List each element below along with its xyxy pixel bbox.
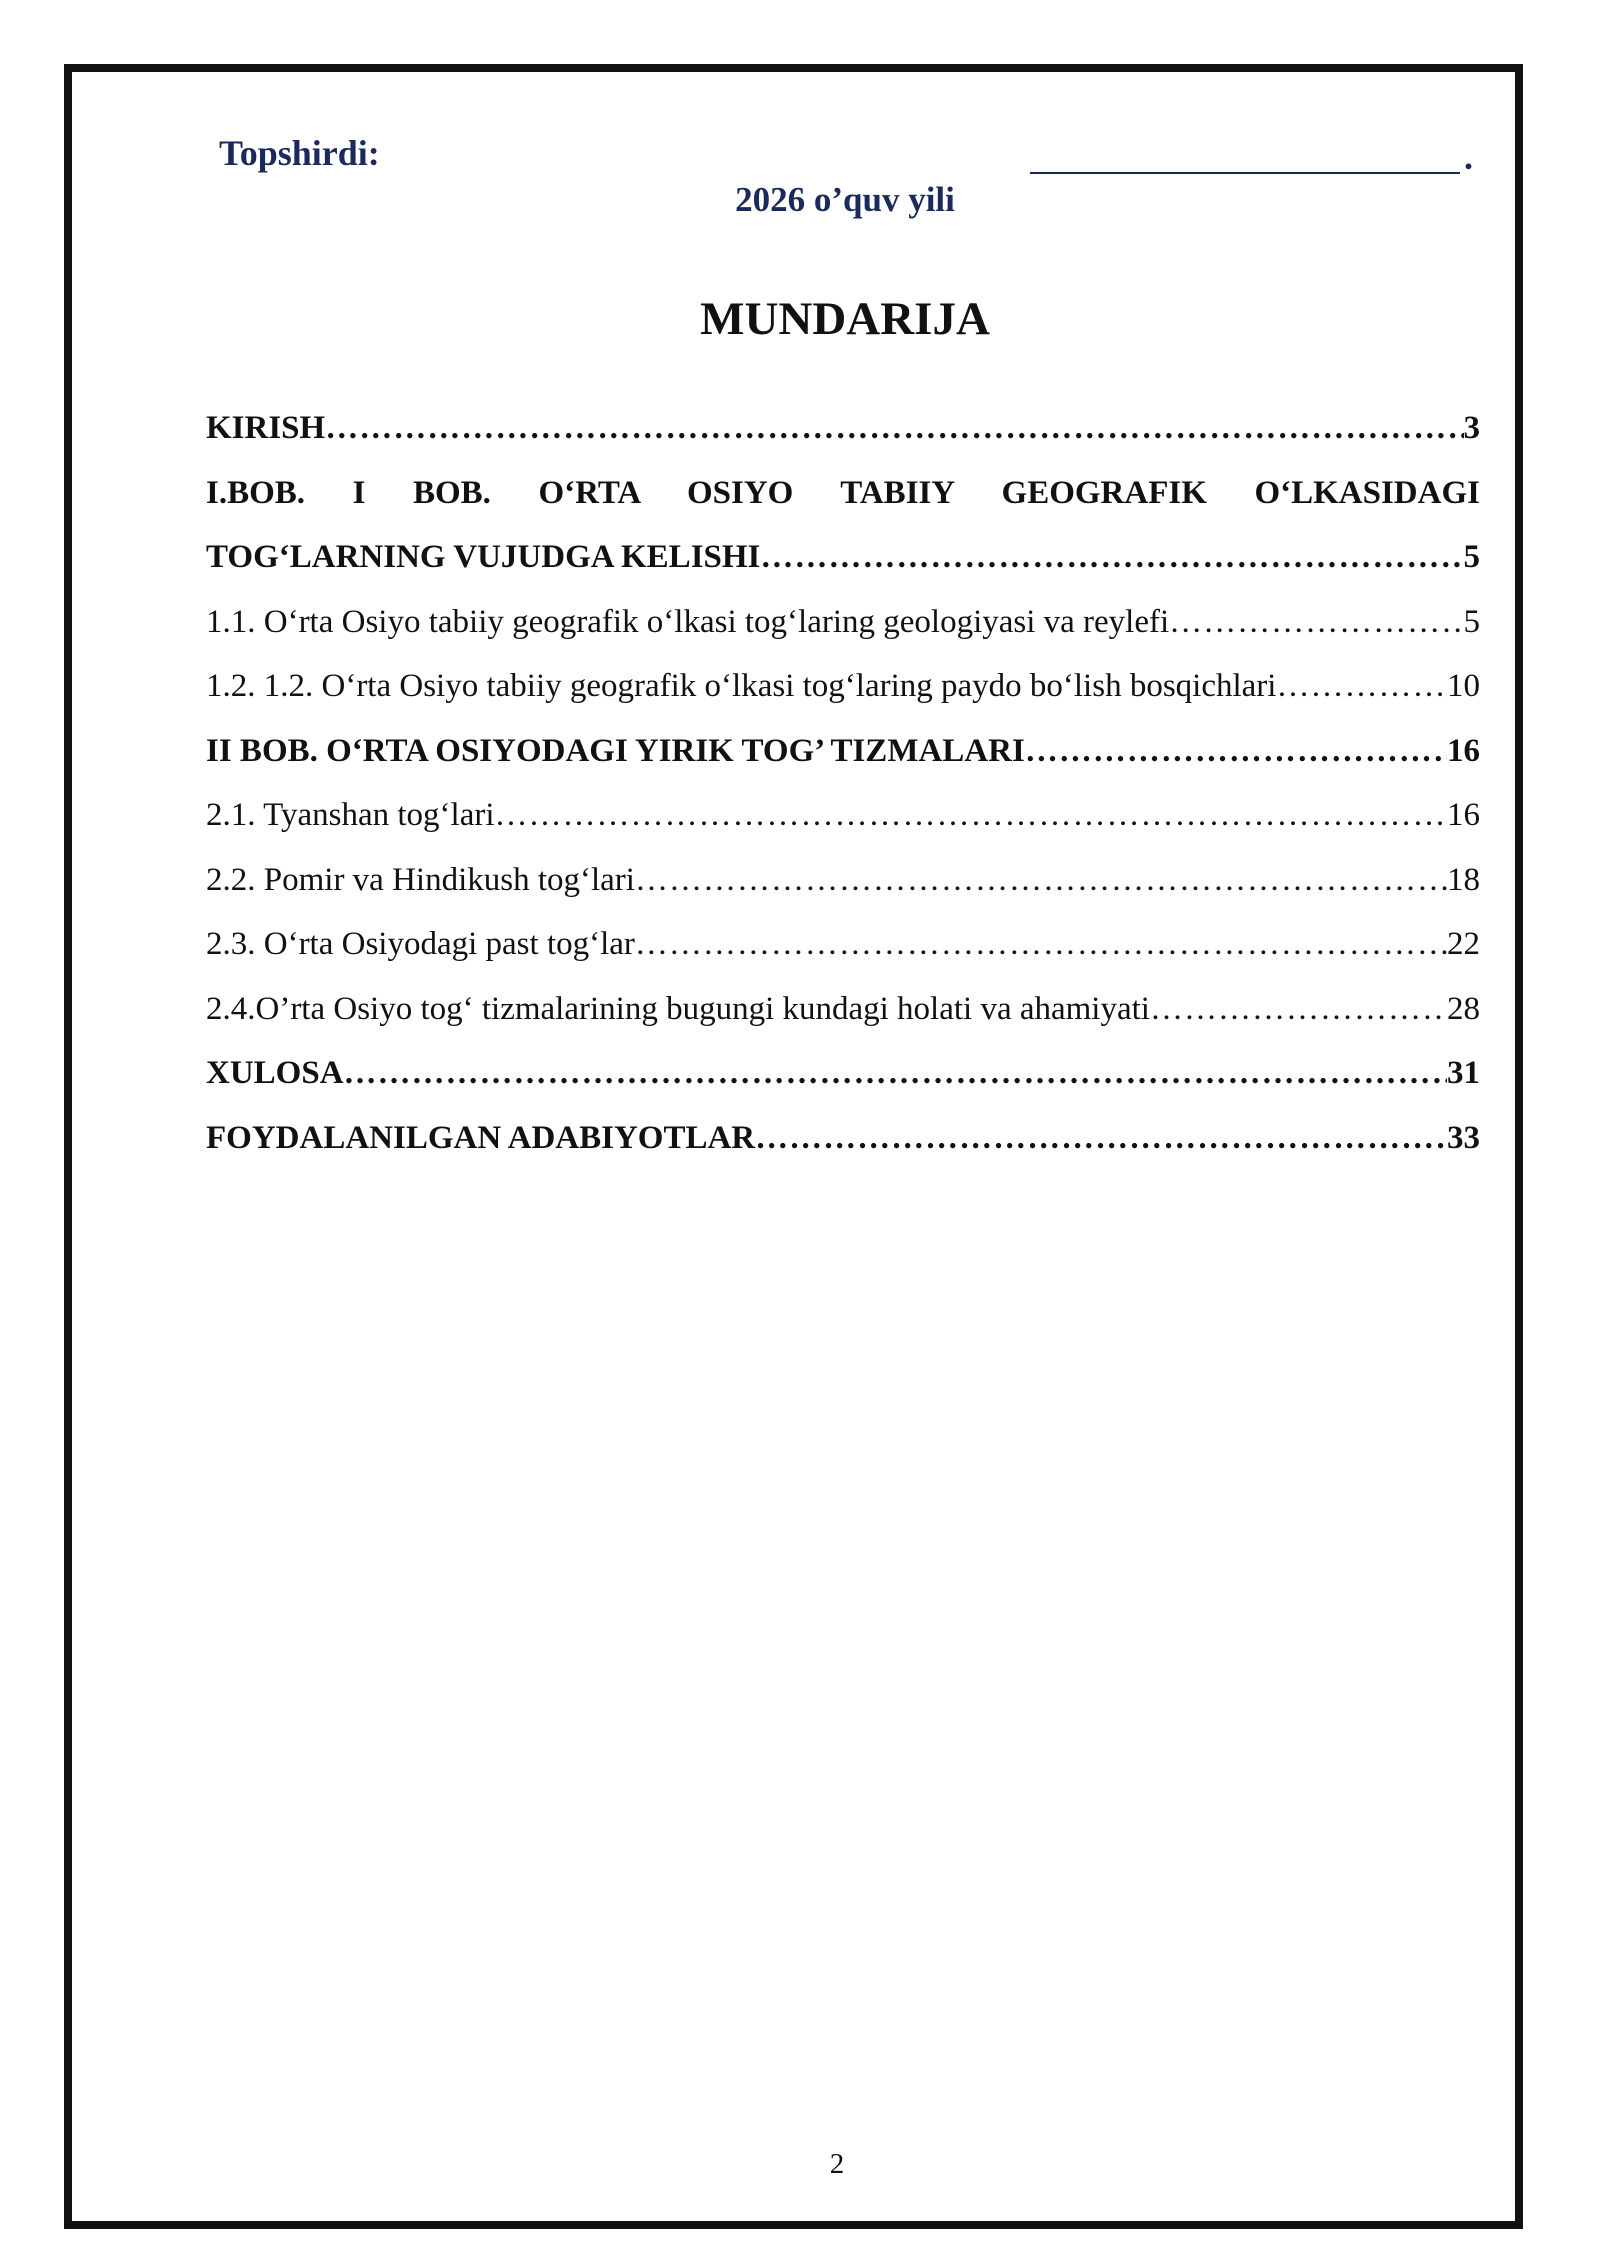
toc-leader: [635, 912, 1447, 977]
toc-entry-page: 16: [1447, 797, 1480, 833]
toc-entry-title: TOG‘LARNING VUJUDGA KELISHI: [206, 539, 761, 575]
toc-entry-page: 28: [1447, 990, 1480, 1027]
page-number: 2: [829, 2148, 845, 2180]
academic-year: 2026 o’quv yili: [735, 180, 955, 219]
toc-entry-title: 1.1. O‘rta Osiyo tabiiy geografik o‘lkasi tog‘laring geologiyasi va reylefi: [206, 603, 1170, 640]
table-of-contents: [206, 396, 1480, 1170]
toc-entry-section-2-4[interactable]: [206, 977, 1480, 1042]
toc-title: MUNDARIJA: [700, 293, 990, 345]
toc-entry-section-1-1[interactable]: [206, 590, 1480, 655]
toc-leader: [755, 1106, 1447, 1171]
toc-entry-page: 5: [1463, 603, 1480, 640]
toc-leader: [760, 525, 1463, 590]
toc-entry-title: 2.3. O‘rta Osiyodagi past tog‘lar: [206, 926, 635, 962]
toc-entry-title: 2.1. Tyanshan tog‘lari: [206, 797, 495, 833]
toc-entry-page: 18: [1447, 861, 1480, 898]
toc-entry-page: 16: [1447, 732, 1480, 769]
toc-entry-title: II BOB. O‘RTA OSIYODAGI YIRIK TOG’ TIZMALARI: [206, 732, 1025, 769]
toc-entry-section-2-3[interactable]: [206, 912, 1480, 977]
toc-entry-title: 2.2. Pomir va Hindikush tog‘lari: [206, 861, 635, 898]
toc-leader: [495, 783, 1447, 848]
signature-line: [1030, 172, 1460, 174]
signature-end-dot: .: [1464, 137, 1473, 177]
toc-entry-page: 5: [1463, 539, 1480, 575]
toc-entry-section-2-1[interactable]: [206, 783, 1480, 848]
toc-leader: [344, 1041, 1447, 1106]
toc-entry-introduction[interactable]: [206, 396, 1480, 461]
toc-entry-page: 10: [1447, 668, 1480, 704]
toc-entry-title: FOYDALANILGAN ADABIYOTLAR: [206, 1119, 756, 1156]
toc-leader: [1276, 654, 1447, 719]
toc-leader: [1150, 977, 1447, 1042]
toc-entry-title: KIRISH: [206, 410, 326, 446]
toc-entry-page: 33: [1447, 1119, 1480, 1156]
submitted-label: Topshirdi:: [219, 133, 380, 173]
toc-leader: [635, 848, 1447, 913]
toc-leader: [1169, 590, 1463, 655]
toc-entry-title: 2.4.O’rta Osiyo tog‘ tizmalarining bugungi kundagi holati va ahamiyati: [206, 990, 1150, 1027]
toc-entry-conclusion[interactable]: [206, 1041, 1480, 1106]
toc-entry-references[interactable]: [206, 1106, 1480, 1171]
toc-entry-title: XULOSA: [206, 1055, 344, 1091]
toc-entry-page: 22: [1447, 926, 1480, 962]
toc-entry-section-2-2[interactable]: [206, 848, 1480, 913]
toc-entry-title: I.BOB. I BOB. O‘RTA OSIYO TABIIY GEOGRAFIK O‘LKASIDAGI: [206, 474, 1480, 511]
toc-entry-chapter-1-continued[interactable]: [206, 525, 1480, 590]
toc-entry-page: 31: [1447, 1055, 1480, 1091]
toc-entry-chapter-1[interactable]: [206, 461, 1480, 526]
toc-entry-page: 3: [1463, 410, 1480, 446]
toc-entry-title: 1.2. 1.2. O‘rta Osiyo tabiiy geografik o‘lkasi tog‘laring paydo bo‘lish bosqichlari: [206, 668, 1277, 704]
toc-leader: [325, 396, 1463, 461]
toc-entry-section-1-2[interactable]: [206, 654, 1480, 719]
toc-entry-chapter-2[interactable]: [206, 719, 1480, 784]
toc-leader: [1025, 719, 1447, 784]
